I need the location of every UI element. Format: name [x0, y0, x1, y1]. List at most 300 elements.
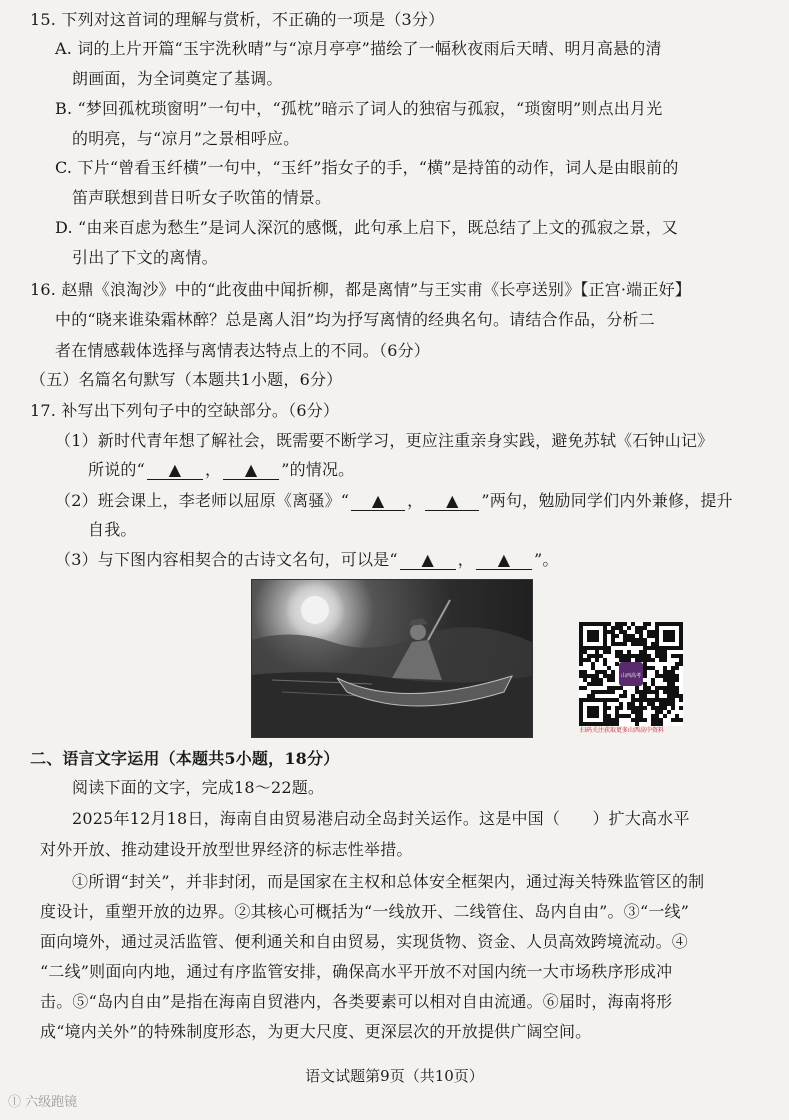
qr-module: [667, 698, 671, 702]
qr-module: [607, 630, 611, 634]
figure-hair: [408, 618, 428, 626]
qr-module: [631, 702, 635, 706]
q15-stem: 15. 下列对这首词的理解与赏析，不正确的一项是（3分）: [30, 10, 445, 29]
qr-module: [647, 634, 651, 638]
qr-caption: 扫码关注获取更多山西高中资料: [580, 727, 665, 734]
qr-module: [663, 678, 667, 682]
qr-module: [611, 634, 615, 638]
qr-module: [651, 634, 655, 638]
qr-module: [675, 654, 679, 658]
qr-module: [627, 654, 631, 658]
qr-module: [643, 626, 647, 630]
q17-part3-pre: （3）与下图内容相契合的古诗文名句，可以是“: [55, 550, 398, 569]
qr-module: [615, 626, 619, 630]
qr-module: [627, 638, 631, 642]
qr-module: [635, 718, 639, 722]
qr-module: [587, 658, 591, 662]
qr-module: [659, 674, 663, 678]
qr-module: [655, 706, 659, 710]
qr-module: [599, 654, 603, 658]
qr-module: [635, 642, 639, 646]
qr-module: [659, 718, 663, 722]
qr-module: [611, 638, 615, 642]
qr-module: [607, 650, 611, 654]
page-footer: 语文试题第9页（共10页）: [305, 1067, 484, 1085]
qr-module: [651, 690, 655, 694]
qr-module: [607, 622, 611, 626]
qr-module: [663, 690, 667, 694]
qr-module: [643, 654, 647, 658]
qr-module: [671, 694, 675, 698]
answer-blank[interactable]: ▲: [425, 492, 479, 511]
qr-module: [607, 686, 611, 690]
qr-module: [663, 650, 667, 654]
qr-module: [643, 694, 647, 698]
qr-module: [631, 634, 635, 638]
qr-finder-pattern: [587, 630, 599, 642]
qr-module: [655, 698, 659, 702]
qr-module: [655, 654, 659, 658]
q17-part1-pre: 所说的“: [88, 460, 145, 479]
qr-module: [635, 638, 639, 642]
qr-module: [631, 718, 635, 722]
qr-module: [615, 662, 619, 666]
qr-logo-text: 山西高考: [620, 673, 642, 679]
qr-module: [647, 690, 651, 694]
qr-module: [647, 686, 651, 690]
qr-module: [671, 678, 675, 682]
qr-module: [595, 650, 599, 654]
qr-module: [631, 622, 635, 626]
qr-module: [623, 694, 627, 698]
qr-module: [671, 674, 675, 678]
qr-module: [583, 670, 587, 674]
qr-module: [651, 698, 655, 702]
moon-boat-illustration: [251, 579, 533, 738]
qr-module: [663, 674, 667, 678]
qr-module: [607, 678, 611, 682]
qr-module: [635, 626, 639, 630]
qr-module: [671, 670, 675, 674]
q15-option-a-line1: A. 词的上片开篇“玉宇洗秋晴”与“凉月亭亭”描绘了一幅秋夜雨后天晴、明月高悬的清: [55, 39, 662, 58]
q17-part1-mid: ，: [204, 460, 222, 479]
qr-module: [615, 722, 619, 726]
qr-module: [667, 690, 671, 694]
qr-module: [647, 702, 651, 706]
qr-module: [619, 642, 623, 646]
qr-module: [611, 674, 615, 678]
qr-module: [635, 722, 639, 726]
qr-module: [651, 682, 655, 686]
q15-option-d-line1: D. “由来百虑为愁生”是词人深沉的感慨，此句承上启下，既总结了上文的孤寂之景，又: [55, 218, 678, 237]
qr-module: [643, 690, 647, 694]
qr-module: [639, 634, 643, 638]
part2-title: 二、语言文字运用（本题共5小题，18分）: [30, 749, 340, 768]
qr-module: [615, 718, 619, 722]
qr-module: [647, 658, 651, 662]
qr-module: [643, 706, 647, 710]
qr-module: [627, 714, 631, 718]
qr-module: [623, 714, 627, 718]
q16-line3: 者在情感载体选择与离情表达特点上的不同。（6分）: [55, 341, 430, 360]
qr-module: [607, 698, 611, 702]
moon-icon: [301, 596, 329, 624]
qr-module: [631, 710, 635, 714]
qr-module: [647, 666, 651, 670]
qr-module: [651, 702, 655, 706]
qr-module: [647, 630, 651, 634]
qr-module: [619, 654, 623, 658]
qr-module: [667, 674, 671, 678]
qr-module: [611, 718, 615, 722]
qr-module: [583, 658, 587, 662]
qr-module: [619, 626, 623, 630]
qr-module: [647, 654, 651, 658]
qr-module: [659, 686, 663, 690]
qr-module: [635, 630, 639, 634]
qr-module: [619, 630, 623, 634]
qr-module: [579, 674, 583, 678]
qr-module: [635, 714, 639, 718]
qr-module: [623, 654, 627, 658]
qr-module: [643, 718, 647, 722]
qr-module: [619, 706, 623, 710]
answer-blank[interactable]: ▲: [351, 492, 405, 511]
qr-module: [671, 702, 675, 706]
q15-option-b-line2: 的明亮，与“凉月”之景相呼应。: [72, 129, 300, 148]
qr-module: [639, 710, 643, 714]
qr-module: [603, 662, 607, 666]
qr-module: [647, 622, 651, 626]
qr-module: [615, 622, 619, 626]
qr-module: [607, 722, 611, 726]
qr-module: [663, 666, 667, 670]
qr-module: [639, 690, 643, 694]
qr-module: [671, 690, 675, 694]
qr-module: [659, 654, 663, 658]
qr-module: [599, 690, 603, 694]
qr-module: [583, 650, 587, 654]
qr-module: [635, 686, 639, 690]
qr-module: [611, 722, 615, 726]
q16-line2: 中的“晓来谁染霜林醉？总是离人泪”均为抒写离情的经典名句。请结合作品，分析二: [55, 310, 655, 329]
q17-part2-post: ”两句，勉励同学们内外兼修，提升: [481, 491, 733, 510]
qr-module: [647, 646, 651, 650]
qr-module: [607, 714, 611, 718]
qr-module: [623, 658, 627, 662]
qr-module: [651, 646, 655, 650]
qr-module: [595, 674, 599, 678]
qr-module: [651, 718, 655, 722]
qr-module: [647, 698, 651, 702]
qr-module: [615, 698, 619, 702]
passage-p2-line2: 度设计，重塑开放的边界。②其核心可概括为“一线放开、二线管住、岛内自由”。③“一线”: [40, 902, 690, 921]
qr-module: [643, 674, 647, 678]
qr-module: [603, 690, 607, 694]
q15-option-a-line2: 朗画面，为全词奠定了基调。: [72, 69, 283, 88]
qr-module: [615, 710, 619, 714]
qr-module: [603, 670, 607, 674]
qr-module: [639, 650, 643, 654]
qr-module: [659, 698, 663, 702]
qr-module: [651, 658, 655, 662]
qr-module: [643, 658, 647, 662]
passage-p2-line1: ①所谓“封关”，并非封闭，而是国家在主权和总体安全框架内，通过海关特殊监管区的制: [72, 872, 705, 891]
qr-module: [671, 706, 675, 710]
qr-module: [655, 690, 659, 694]
qr-module: [663, 670, 667, 674]
qr-module: [607, 718, 611, 722]
qr-module: [631, 694, 635, 698]
qr-module: [615, 714, 619, 718]
qr-module: [667, 694, 671, 698]
qr-module: [667, 682, 671, 686]
qr-module: [643, 666, 647, 670]
qr-module: [643, 670, 647, 674]
qr-module: [635, 706, 639, 710]
qr-module: [591, 654, 595, 658]
passage-p2-line3: 面向境外，通过灵活监管、便利通关和自由贸易，实现货物、资金、人员高效跨境流动。④: [40, 932, 689, 951]
qr-module: [623, 630, 627, 634]
qr-module: [679, 706, 683, 710]
qr-module: [667, 702, 671, 706]
qr-module: [631, 642, 635, 646]
qr-module: [651, 706, 655, 710]
qr-module: [607, 674, 611, 678]
qr-module: [583, 674, 587, 678]
qr-module: [675, 678, 679, 682]
watermark: [8, 1094, 77, 1112]
qr-module: [679, 662, 683, 666]
qr-module: [615, 634, 619, 638]
q17-stem: 17. 补写出下列句子中的空缺部分。（6分）: [30, 401, 340, 420]
qr-module: [583, 686, 587, 690]
q15-option-d-line2: 引出了下文的离情。: [72, 248, 218, 267]
qr-module: [671, 654, 675, 658]
qr-module: [643, 646, 647, 650]
qr-module: [603, 650, 607, 654]
qr-module: [675, 662, 679, 666]
qr-module: [635, 658, 639, 662]
qr-module: [643, 682, 647, 686]
qr-module: [667, 678, 671, 682]
answer-blank[interactable]: ▲: [400, 551, 456, 570]
answer-blank[interactable]: ▲: [223, 461, 279, 480]
qr-module: [603, 674, 607, 678]
qr-module: [675, 674, 679, 678]
qr-module: [655, 694, 659, 698]
qr-module: [599, 678, 603, 682]
qr-module: [627, 626, 631, 630]
figure-head: [410, 624, 426, 640]
qr-module: [643, 662, 647, 666]
qr-module: [671, 698, 675, 702]
part2-intro: 阅读下面的文字，完成18～22题。: [72, 778, 325, 797]
qr-module: [651, 722, 655, 726]
qr-module: [659, 658, 663, 662]
qr-module: [599, 670, 603, 674]
qr-module: [643, 650, 647, 654]
qr-module: [599, 682, 603, 686]
qr-module: [663, 714, 667, 718]
qr-module: [611, 686, 615, 690]
q17-part1-line1: （1）新时代青年想了解社会，既需要不断学习，更应注重亲身实践，避免苏轼《石钟山记》: [55, 431, 714, 450]
qr-module: [651, 678, 655, 682]
qr-module: [675, 714, 679, 718]
qr-module: [639, 718, 643, 722]
qr-module: [655, 650, 659, 654]
qr-module: [579, 654, 583, 658]
qr-module: [611, 626, 615, 630]
qr-module: [591, 678, 595, 682]
qr-module: [655, 674, 659, 678]
qr-module: [607, 690, 611, 694]
qr-module: [655, 686, 659, 690]
qr-module: [627, 650, 631, 654]
qr-module: [615, 642, 619, 646]
qr-module: [651, 714, 655, 718]
qr-module: [619, 686, 623, 690]
qr-module: [635, 690, 639, 694]
qr-module: [611, 690, 615, 694]
qr-module: [639, 630, 643, 634]
qr-module: [579, 658, 583, 662]
q17-part2-pre: （2）班会课上，李老师以屈原《离骚》“: [55, 491, 350, 510]
answer-blank[interactable]: ▲: [147, 461, 203, 480]
qr-code-icon: [579, 622, 683, 726]
qr-module: [627, 634, 631, 638]
qr-code[interactable]: [579, 622, 683, 726]
qr-module: [671, 666, 675, 670]
qr-module: [643, 698, 647, 702]
qr-module: [631, 706, 635, 710]
qr-module: [619, 714, 623, 718]
qr-module: [579, 650, 583, 654]
qr-module: [643, 642, 647, 646]
qr-module: [635, 710, 639, 714]
qr-module: [679, 718, 683, 722]
q15-option-c-line1: C. 下片“曾看玉纤横”一句中，“玉纤”指女子的手，“横”是持笛的动作，词人是由眼前的: [55, 158, 679, 177]
q17-part2-mid: ，: [407, 491, 424, 510]
qr-module: [639, 638, 643, 642]
qr-module: [663, 702, 667, 706]
qr-module: [591, 666, 595, 670]
qr-module: [679, 654, 683, 658]
qr-module: [595, 678, 599, 682]
qr-module: [663, 654, 667, 658]
passage-p2-line4: “二线”则面向内地，通过有序监管安排，确保高水平开放不对国内统一大市场秩序形成冲: [40, 962, 673, 981]
passage-p2-line6: 成“境内关外”的特殊制度形态，为更大尺度、更深层次的开放提供广阔空间。: [40, 1022, 592, 1041]
answer-blank[interactable]: ▲: [476, 551, 532, 570]
qr-module: [659, 702, 663, 706]
qr-module: [619, 658, 623, 662]
qr-module: [643, 638, 647, 642]
qr-module: [679, 658, 683, 662]
qr-module: [611, 630, 615, 634]
passage-p2-line5: 击。⑤“岛内自由”是指在海南自贸港内，各类要素可以相对自由流通。⑥届时，海南将形: [40, 992, 673, 1011]
qr-module: [615, 654, 619, 658]
passage-p1-line1: 2025年12月18日，海南自由贸易港启动全岛封关运作。这是中国（ ）扩大高水平: [72, 809, 690, 828]
qr-module: [651, 642, 655, 646]
qr-module: [671, 686, 675, 690]
qr-module: [663, 686, 667, 690]
q16-line1: 16. 赵鼎《浪淘沙》中的“此夜曲中闻折柳，都是离情”与王实甫《长亭送别》【正宫·端正好】: [30, 280, 691, 299]
passage-p1-line2: 对外开放、推动建设开放型世界经济的标志性举措。: [40, 840, 413, 859]
qr-module: [623, 622, 627, 626]
qr-module: [623, 642, 627, 646]
qr-module: [655, 670, 659, 674]
qr-module: [659, 710, 663, 714]
qr-module: [619, 622, 623, 626]
qr-module: [587, 654, 591, 658]
qr-module: [607, 646, 611, 650]
qr-module: [675, 686, 679, 690]
qr-module: [627, 706, 631, 710]
qr-module: [611, 670, 615, 674]
qr-module: [659, 650, 663, 654]
qr-module: [667, 710, 671, 714]
watermark-logo-icon: ⓛ: [8, 1095, 22, 1110]
qr-module: [631, 654, 635, 658]
qr-module: [639, 706, 643, 710]
qr-module: [655, 710, 659, 714]
qr-module: [671, 682, 675, 686]
qr-module: [595, 690, 599, 694]
q15-option-b-line1: B. “梦回孤枕琐窗明”一句中，“孤枕”暗示了词人的独宿与孤寂，“琐窗明”则点出月光: [55, 99, 663, 118]
qr-module: [587, 694, 591, 698]
qr-module: [635, 654, 639, 658]
qr-module: [651, 666, 655, 670]
qr-module: [583, 678, 587, 682]
qr-module: [607, 706, 611, 710]
qr-module: [619, 650, 623, 654]
qr-finder-pattern: [663, 630, 675, 642]
watermark-text: 六级跑镜: [25, 1095, 78, 1110]
qr-module: [639, 626, 643, 630]
qr-module: [635, 698, 639, 702]
q15-option-c-line2: 笛声联想到昔日听女子吹笛的情景。: [72, 188, 332, 207]
qr-module: [663, 706, 667, 710]
qr-module: [607, 666, 611, 670]
qr-module: [587, 682, 591, 686]
qr-module: [591, 690, 595, 694]
q17-part3-post: ”。: [533, 550, 559, 569]
qr-module: [627, 702, 631, 706]
qr-module: [655, 722, 659, 726]
qr-module: [623, 690, 627, 694]
qr-module: [639, 714, 643, 718]
qr-module: [675, 690, 679, 694]
qr-module: [643, 622, 647, 626]
qr-module: [631, 638, 635, 642]
qr-module: [675, 666, 679, 670]
qr-module: [675, 694, 679, 698]
qr-module: [679, 698, 683, 702]
q17-part1-line2: [88, 460, 354, 480]
qr-module: [623, 634, 627, 638]
qr-module: [643, 686, 647, 690]
qr-module: [623, 638, 627, 642]
qr-module: [615, 686, 619, 690]
qr-module: [639, 694, 643, 698]
qr-module: [639, 702, 643, 706]
qr-module: [591, 694, 595, 698]
qr-module: [631, 698, 635, 702]
qr-module: [595, 658, 599, 662]
section5-heading: （五）名篇名句默写（本题共1小题，6分）: [30, 370, 343, 389]
qr-module: [675, 718, 679, 722]
qr-module: [659, 706, 663, 710]
